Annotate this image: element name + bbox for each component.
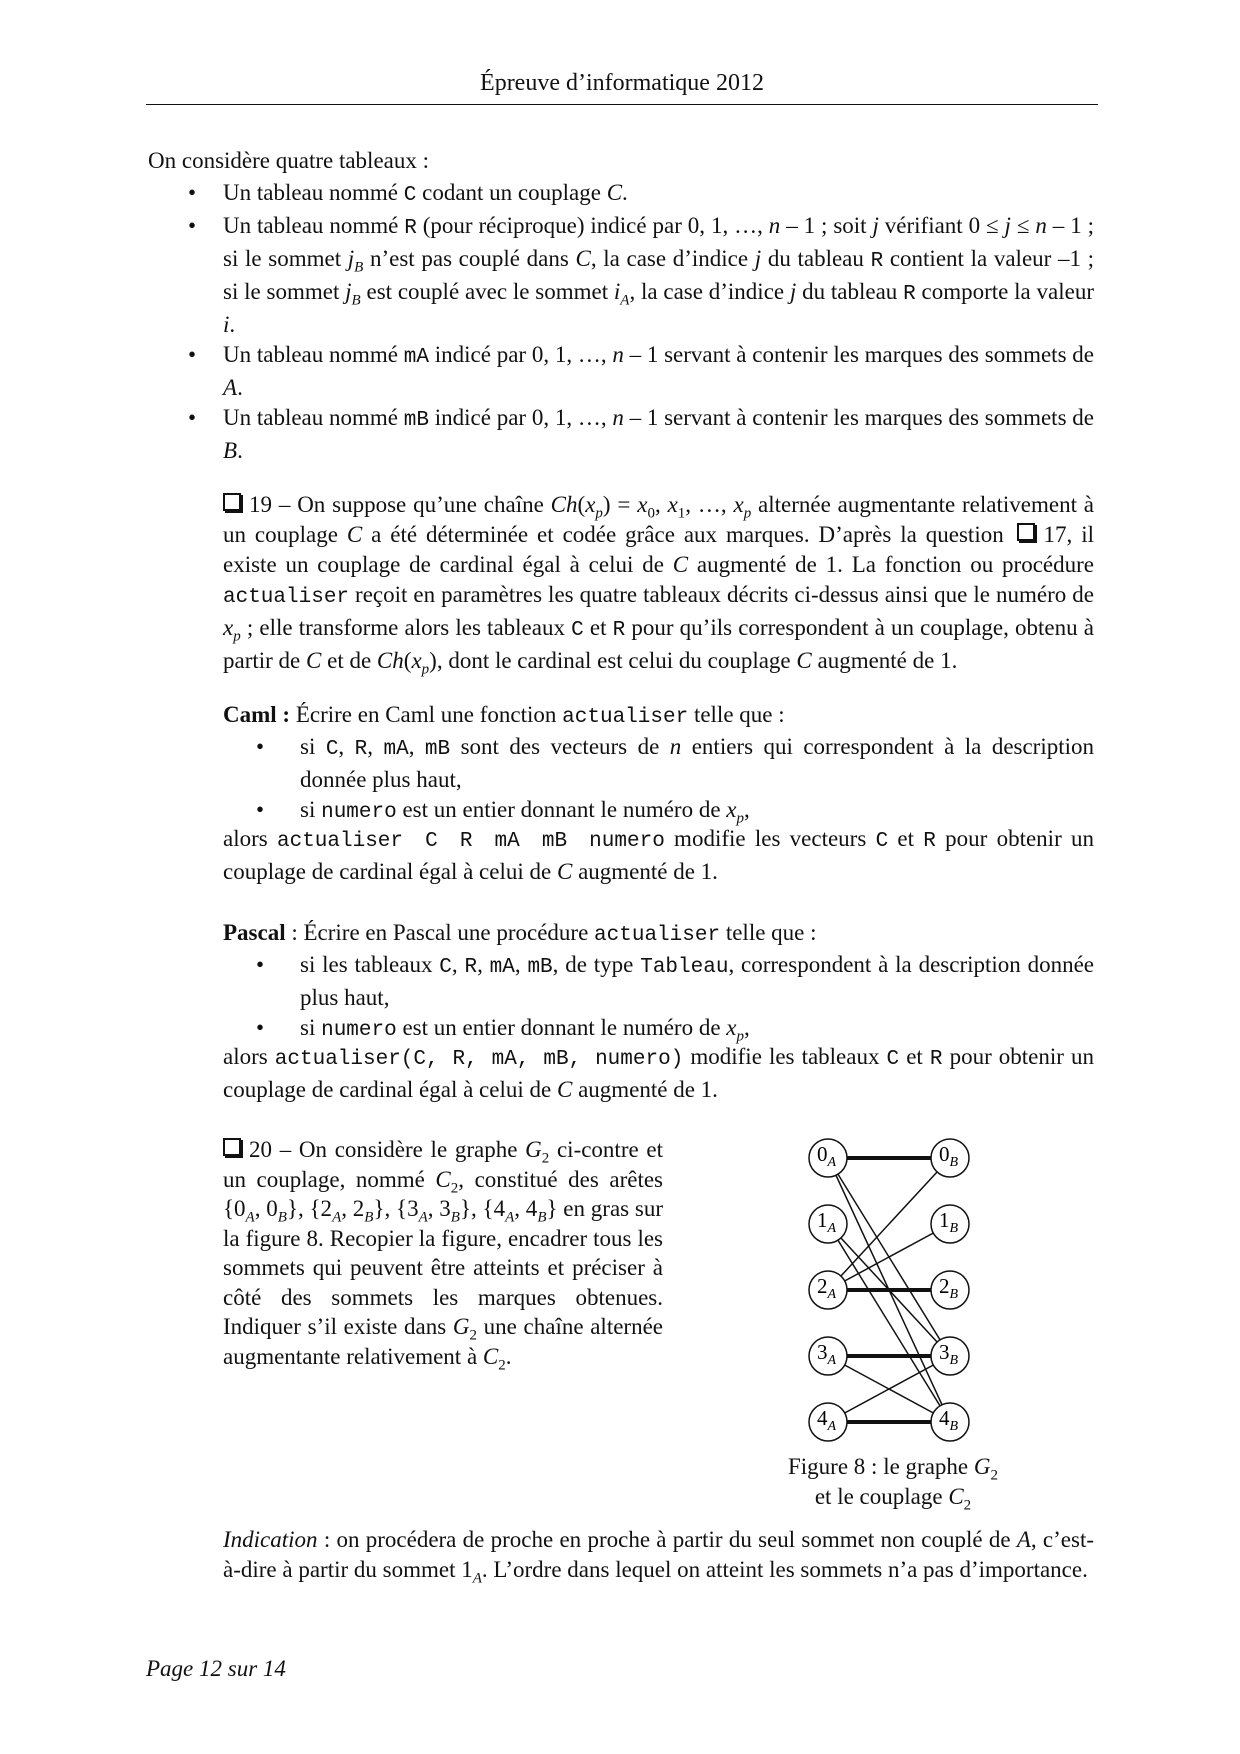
figure-caption <box>760 1452 1026 1512</box>
graph-edge <box>828 1224 950 1290</box>
figure-caption-line-1: Figure 8 : le graphe $G_2$ <box>788 1454 998 1484</box>
question-checkbox-icon <box>223 1138 241 1156</box>
list-item: • Un tableau nommé C codant un couplage C. <box>188 180 628 207</box>
list-item: • Un tableau nommé mA indicé par 0, 1, …, n – 1 servant à contenir les marques des sommets de A. <box>188 342 1094 400</box>
graph-node-label: $0_B$ <box>939 1142 959 1170</box>
pascal-heading: Pascal : Écrire en Pascal une procédure actualiser telle que : <box>223 920 817 947</box>
page-number: Page 12 sur 14 <box>146 1656 286 1681</box>
graph-node-label: $4_A$ <box>817 1406 837 1434</box>
question-19-text: 19 – On suppose qu’une chaîne $Ch(x_p) = x_0$, $x_1$, …, $x_p$ alternée augmentante relativement à un couplage C a été déterminée et codée grâce aux marques. D’après la question 17, il existe un couplage de cardinal égal à celui de C augmenté de 1. La fonction ou procédure actualiser reçoit en paramètres les quatre tableaux décrits ci-dessus ainsi que le numéro de $x_p$ ; elle transforme alors les tableaux C et R pour qu’ils correspondent à un couplage, obtenu à partir de C et de $Ch(x_p)$, dont le cardinal est celui du couplage C augmenté de 1. <box>223 492 1095 678</box>
pascal-conditions-list <box>223 950 1094 1046</box>
question-20-text: 20 – On considère le graphe $G_2$ ci-contre et un couplage, nommé $C_2$, constitué des arêtes {$0_A$, $0_B$}, {$2_A$, $2_B$}, {$3_A$, $3_B$}, {$4_A$, $4_B$} en gras sur la figure 8. Recopier la figure, encadrer tous les sommets qui peuvent être atteints et préciser à côté des sommets les marques obtenues. Indiquer s’il existe dans $G_2$ une chaîne alternée augmentante relativement à $C_2$. <box>223 1137 664 1374</box>
graph-node-label: $1_B$ <box>939 1208 959 1236</box>
graph-node-label: $2_B$ <box>939 1274 959 1302</box>
graph-node-label: $2_A$ <box>817 1274 837 1302</box>
page-header-title: Épreuve d’informatique 2012 <box>480 70 764 96</box>
intro-text: On considère quatre tableaux : <box>148 148 429 173</box>
graph-node-label: $3_A$ <box>817 1340 837 1368</box>
list-item: • si les tableaux C, R, mA, mB, de type Tableau, correspondent à la description donnée plus haut, <box>256 952 1095 1010</box>
graph-node-label: $1_A$ <box>817 1208 837 1236</box>
question-checkbox-icon <box>223 493 241 511</box>
graph-node-label: $4_B$ <box>939 1406 959 1434</box>
graph-node-label: $3_B$ <box>939 1340 959 1368</box>
pascal-conclusion: alors actualiser(C, R, mA, mB, numero) modifie les tableaux C et R pour obtenir un couplage de cardinal égal à celui de C augmenté de 1. <box>223 1044 1094 1102</box>
header-rule <box>146 104 1098 105</box>
caml-conditions-list <box>223 732 1094 828</box>
question-ref-checkbox-icon <box>1017 523 1035 541</box>
caml-heading: Caml : Écrire en Caml une fonction actualiser telle que : <box>223 702 785 729</box>
list-item: • si C, R, mA, mB sont des vecteurs de n entiers qui correspondent à la description donnée plus haut, <box>256 734 1095 792</box>
bipartite-graph-figure <box>795 1128 985 1448</box>
tableaux-list <box>148 178 1094 466</box>
graph-node-label: $0_A$ <box>817 1142 837 1170</box>
list-item: • si numero est un entier donnant le numéro de $x_p$, <box>256 797 750 827</box>
figure-caption-line-2: et le couplage $C_2$ <box>814 1484 972 1514</box>
graph-edge <box>828 1224 950 1422</box>
list-item: • si numero est un entier donnant le numéro de $x_p$, <box>256 1015 750 1045</box>
indication-text: Indication : on procédera de proche en proche à partir du seul sommet non couplé de A, c’est-à-dire à partir du sommet $1_A$. L’ordre dans lequel on atteint les sommets n’a pas d’importance. <box>223 1527 1094 1587</box>
list-item: • Un tableau nommé mB indicé par 0, 1, …, n – 1 servant à contenir les marques des sommets de B. <box>188 405 1094 463</box>
list-item: • Un tableau nommé R (pour réciproque) indicé par 0, 1, …, n – 1 ; soit j vérifiant 0 ≤ j ≤ n – 1 ; si le sommet $j_B$ n’est pas couplé dans C, la case d’indice j du tableau R contient la valeur –1 ; si le sommet $j_B$ est couplé avec le sommet $i_A$, la case d’indice j du tableau R comporte la valeur i. <box>188 213 1095 337</box>
caml-conclusion: alors actualiser C R mA mB numero modifie les vecteurs C et R pour obtenir un couplage de cardinal égal à celui de C augmenté de 1. <box>223 826 1094 884</box>
